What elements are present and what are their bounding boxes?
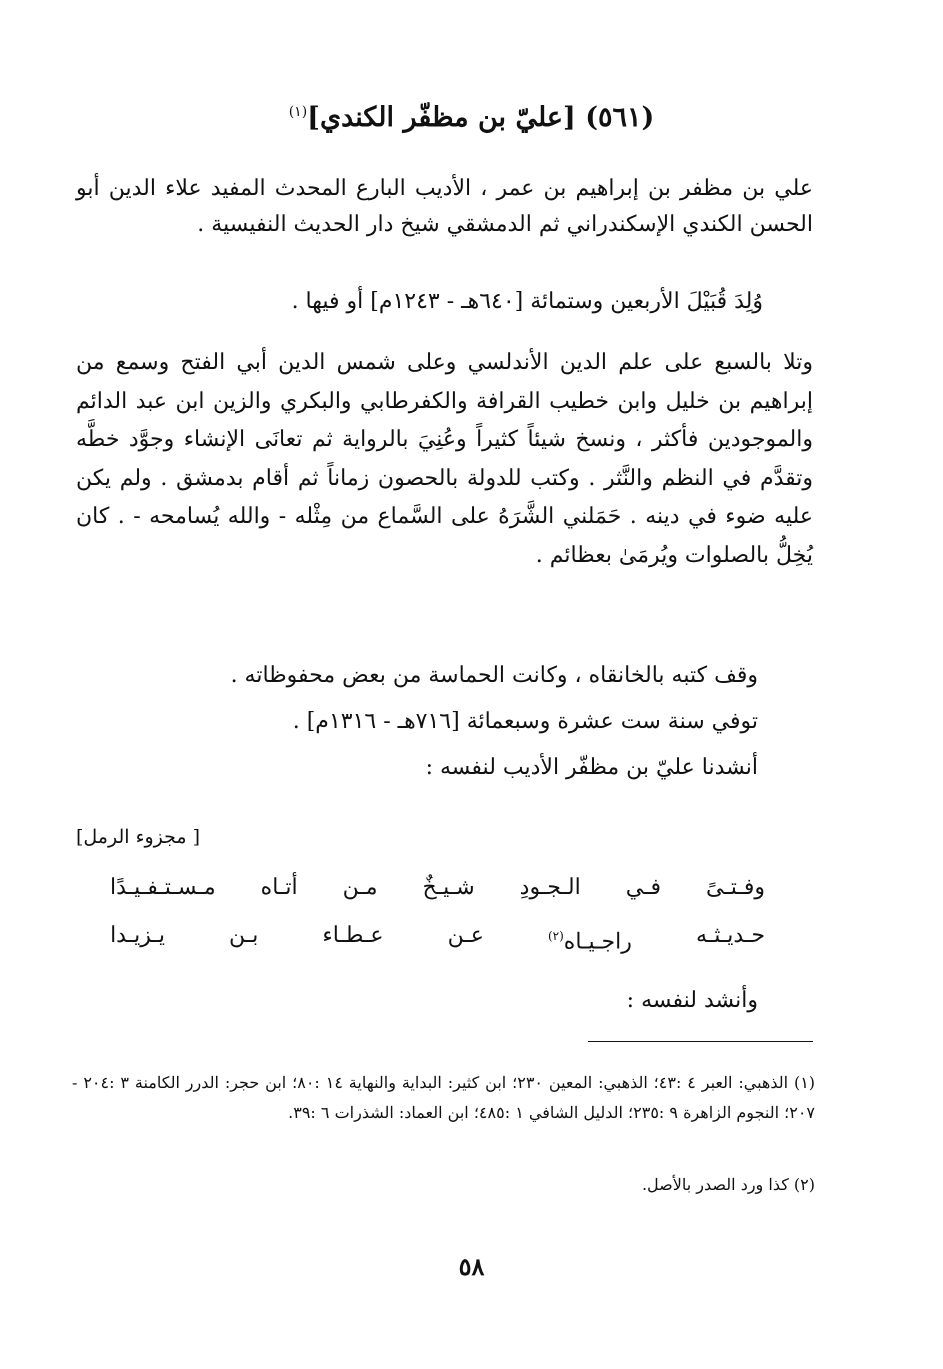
poem-word: بـن: [229, 923, 259, 948]
poem-word: عـطـاء: [322, 923, 384, 948]
poem-after-line: وأنشد لنفسه :: [626, 988, 758, 1013]
poem-word: مـن: [342, 875, 378, 900]
poem-word: الـجـودِ: [519, 875, 581, 900]
bio-paragraph-1: علي بن مظفر بن إبراهيم بن عمر ، الأديب البارع المحدث المفيد علاء الدين أبو الحسن الكندي الإسكندراني ثم الدمشقي شيخ دار الحديث النفيسية .: [76, 176, 813, 237]
birth-paragraph: وُلِدَ قُبَيْلَ الأربعين وستمائة [٦٤٠هـ - ١٢٤٣م] أو فيها .: [291, 289, 763, 314]
entry-number: (٥٦١): [585, 102, 655, 133]
waqf-line: وقف كتبه بالخانقاه ، وكانت الحماسة من بعض محفوظاته .: [230, 663, 758, 688]
death-line: توفي سنة ست عشرة وسبعمائة [٧١٦هـ - ١٣١٦م] .: [292, 709, 758, 734]
entry-heading: [0, 92, 943, 138]
page-number: ٥٨: [458, 1252, 485, 1281]
poem-word: [548, 918, 632, 960]
footnote-2: (٢) كذا ورد الصدر بالأصل.: [641, 1175, 815, 1194]
bio-paragraph-3: وتلا بالسبع على علم الدين الأندلسي وعلى شمس الدين أبي الفتح وسمع من إبراهيم بن خليل وابن خطيب القرافة والكفرطابي والبكري والزين ابن عبد الدائم والموجودين فأكثر ، ونسخ شيئاً كثيراً وعُنِيَ بالرواية ثم تعانَى الإنشاء وجوَّد خطَّه وتقدَّم في النظم والنَّثر . وكتب للدولة بالحصون زماناً ثم أقام بدمشق . ولم يكن عليه ضوء في دينه . حَمَلني الشَّرَهُ على السَّماع من مِثْله - والله يُسامحه - . كان يُخِلُّ بالصلوات ويُرمَىٰ بعظائم .: [76, 350, 813, 568]
recital-line: أنشدنا عليّ بن مظفّر الأديب لنفسه :: [425, 755, 758, 780]
poem-line-1: [110, 870, 765, 906]
footnote-ref-1: (١): [288, 104, 308, 120]
footnote-1: (١) الذهبي: العبر ٤ :٤٣؛ الذهبي: المعين ٢٣٠؛ ابن كثير: البداية والنهاية ١٤ :٨٠؛ ابن حجر: الدرر الكامنة ٣ :٢٠٤ - ٢٠٧؛ النجوم الزاهرة ٩ :٢٣٥؛ الدليل الشافي ١ :٤٨٥؛ ابن العماد: الشذرات ٦ :٣٩.: [72, 1073, 816, 1122]
footnote-ref-2: (٢): [547, 929, 564, 943]
poem-word: يـزيـدا: [110, 923, 165, 948]
poem-meter: [ مجزوء الرمل]: [76, 826, 201, 848]
poem-word: حـديـثـه: [695, 923, 765, 948]
poem-line-2: [110, 918, 765, 960]
poem-word: مـسـتـفـيـدًا: [110, 875, 216, 900]
poem-word: عـن: [447, 923, 484, 948]
footnote-divider: [588, 1041, 813, 1042]
entry-name: [عليّ بن مظفّر الكندي]: [307, 102, 576, 133]
poem-word: وفـتـىً: [705, 875, 765, 900]
poem-word-text: راجـيـاه: [563, 929, 632, 955]
poem-word: فـي: [625, 875, 662, 900]
poem-word: أتـاه: [260, 875, 298, 900]
poem-word: شـيـخٌ: [422, 875, 475, 900]
